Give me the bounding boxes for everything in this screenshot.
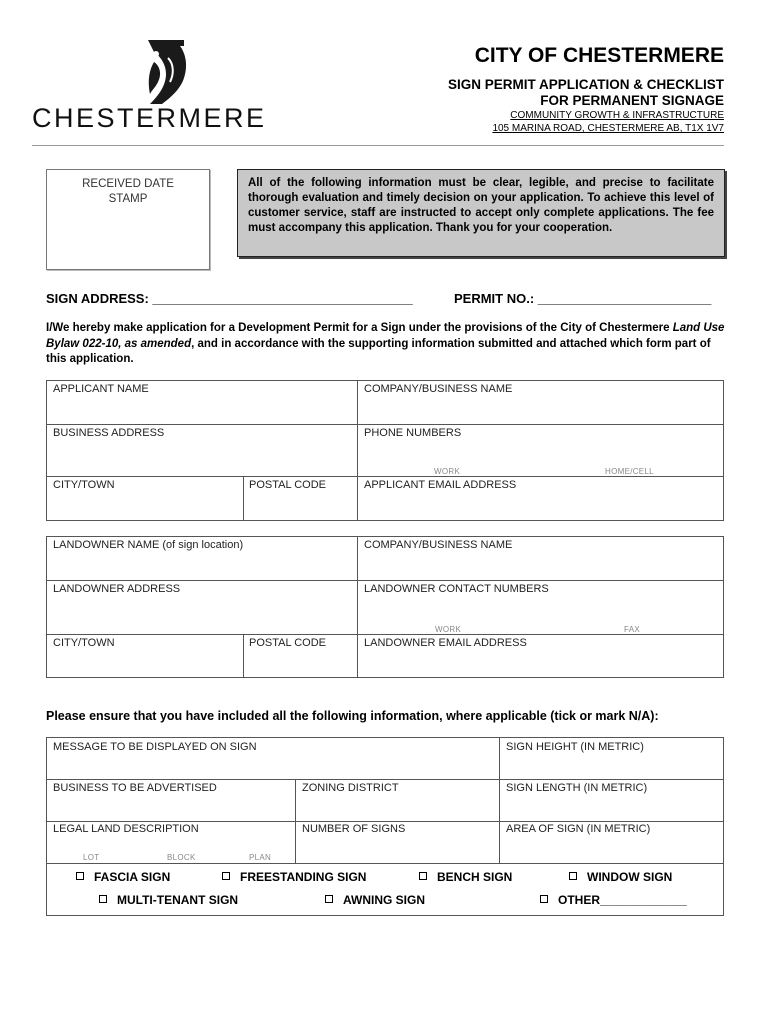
permit-number-field[interactable]: PERMIT NO.: ________________________ [454,291,712,306]
applicant-name-field[interactable]: APPLICANT NAME [53,383,149,395]
awning-sign-label: AWNING SIGN [343,893,426,907]
applicant-divider-h1 [46,424,724,425]
department-name: COMMUNITY GROWTH & INFRASTRUCTURE [510,110,724,121]
checkbox-square-icon[interactable] [569,872,577,880]
checkbox-square-icon[interactable] [76,872,84,880]
landowner-divider-v-postal [243,634,244,678]
freestanding-sign-checkbox[interactable] [222,870,366,884]
bench-sign-checkbox[interactable] [419,870,512,884]
landowner-divider-v-main [357,536,358,678]
office-address: 105 MARINA ROAD, CHESTERMERE AB, T1X 1V7 [492,123,724,134]
lot-sublabel: LOT [83,853,100,862]
landowner-postal-code-field[interactable]: POSTAL CODE [249,637,327,649]
number-of-signs-field[interactable]: NUMBER OF SIGNS [302,823,406,835]
block-sublabel: BLOCK [167,853,196,862]
checklist-divider-h1 [46,779,724,780]
business-address-field[interactable]: BUSINESS ADDRESS [53,427,165,439]
checklist-instruction: Please ensure that you have included all the following information, where applicable (tick or mark N/A): [46,709,659,723]
awning-sign-checkbox[interactable] [325,893,425,907]
permit-title-line1: SIGN PERMIT APPLICATION & CHECKLIST [447,77,724,92]
sign-address-field[interactable]: SIGN ADDRESS: ____________________________________ [46,291,413,306]
logo-wordmark: CHESTERMERE [32,103,267,133]
fascia-sign-label: FASCIA SIGN [94,870,171,884]
landowner-address-field[interactable]: LANDOWNER ADDRESS [53,583,181,595]
applicant-divider-v-main [357,380,358,521]
landowner-company-field[interactable]: COMPANY/BUSINESS NAME [364,539,513,551]
plan-sublabel: PLAN [249,853,272,862]
declaration-part2: , and in accordance with the supporting information submitted and attached which form part of this application. [46,337,711,365]
applicant-table [46,380,724,521]
checkbox-square-icon[interactable] [419,872,427,880]
home-cell-sublabel: HOME/CELL [605,467,654,476]
other-sign-label: OTHER_____________ [558,893,687,907]
declaration-text [46,321,728,368]
checkbox-square-icon[interactable] [540,895,548,903]
other-sign-checkbox[interactable] [540,893,687,907]
notice-box: All of the following information must be clear, legible, and precise to facilitate thorough evaluation and timely decision on your application. To achieve this level of customer service, staff are instructed to accept only complete applications. The fee must accompany this application. Thank you for your cooperation. [237,169,725,257]
window-sign-label: WINDOW SIGN [587,870,673,884]
landowner-email-field[interactable]: LANDOWNER EMAIL ADDRESS [364,637,527,649]
sign-height-field[interactable]: SIGN HEIGHT (IN METRIC) [506,741,644,753]
message-field[interactable]: MESSAGE TO BE DISPLAYED ON SIGN [53,741,257,753]
checklist-divider-h3 [46,863,724,864]
business-advertised-field[interactable]: BUSINESS TO BE ADVERTISED [53,782,217,794]
phone-numbers-field[interactable]: PHONE NUMBERS [364,427,462,439]
landowner-contact-numbers-field[interactable]: LANDOWNER CONTACT NUMBERS [364,583,549,595]
landowner-fax-sublabel: FAX [624,625,641,634]
applicant-divider-v-postal [243,476,244,521]
checklist-divider-v-right [499,737,500,863]
chestermere-logo-icon [140,40,192,106]
applicant-postal-code-field[interactable]: POSTAL CODE [249,479,327,491]
applicant-email-field[interactable]: APPLICANT EMAIL ADDRESS [364,479,517,491]
multi-tenant-sign-label: MULTI-TENANT SIGN [117,893,239,907]
landowner-work-sublabel: WORK [435,625,462,634]
area-of-sign-field[interactable]: AREA OF SIGN (IN METRIC) [506,823,651,835]
bylaw-reference: Land Use Bylaw 022-10, as amended [46,322,725,350]
received-date-stamp-box [46,169,210,270]
applicant-city-field[interactable]: CITY/TOWN [53,479,115,491]
bench-sign-label: BENCH SIGN [437,870,513,884]
stamp-label-line1: RECEIVED DATE [82,178,174,190]
checkbox-square-icon[interactable] [222,872,230,880]
work-phone-sublabel: WORK [434,467,461,476]
landowner-table [46,536,724,678]
declaration-part1: I/We hereby make application for a Development Permit for a Sign under the provisions of the City of Chestermere [46,322,673,334]
landowner-name-field[interactable]: LANDOWNER NAME (of sign location) [53,539,244,551]
checklist-divider-h2 [46,821,724,822]
fascia-sign-checkbox[interactable] [76,870,170,884]
city-title: CITY OF CHESTERMERE [474,44,724,67]
zoning-district-field[interactable]: ZONING DISTRICT [302,782,399,794]
landowner-city-field[interactable]: CITY/TOWN [53,637,115,649]
applicant-company-field[interactable]: COMPANY/BUSINESS NAME [364,383,513,395]
permit-title-line2: FOR PERMANENT SIGNAGE [540,93,724,108]
checkbox-square-icon[interactable] [99,895,107,903]
landowner-divider-h1 [46,580,724,581]
header-divider [32,145,724,146]
landowner-divider-h2 [46,634,724,635]
freestanding-sign-label: FREESTANDING SIGN [240,870,367,884]
applicant-divider-h2 [46,476,724,477]
multi-tenant-sign-checkbox[interactable] [99,893,238,907]
window-sign-checkbox[interactable] [569,870,672,884]
sign-length-field[interactable]: SIGN LENGTH (IN METRIC) [506,782,648,794]
legal-land-description-field[interactable]: LEGAL LAND DESCRIPTION [53,823,199,835]
stamp-label-line2: STAMP [108,193,148,205]
checkbox-square-icon[interactable] [325,895,333,903]
